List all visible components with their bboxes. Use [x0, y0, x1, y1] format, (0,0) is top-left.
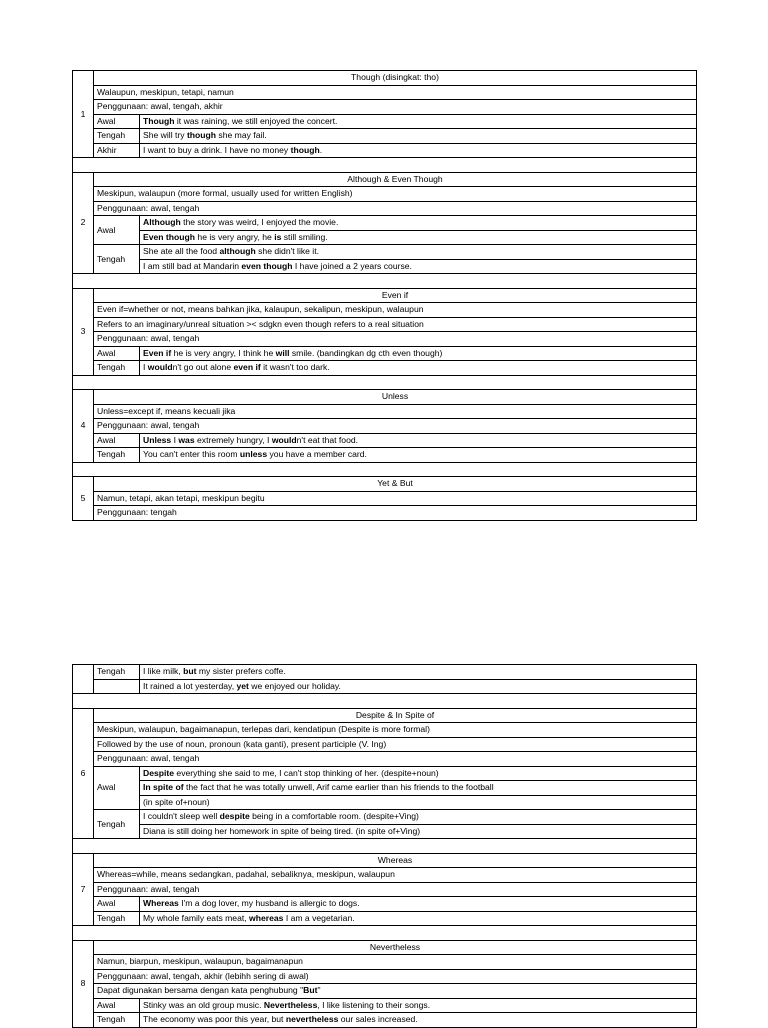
bold-keyword: But: [303, 985, 318, 996]
bold-keyword: would: [271, 434, 297, 445]
position-label: Akhir: [94, 143, 140, 158]
example-sentence: [140, 245, 697, 260]
example-sentence: [140, 766, 697, 781]
spacer-row: [73, 926, 697, 941]
spacer-row: [73, 462, 697, 477]
bold-keyword: is: [274, 231, 282, 242]
position-label-empty: [94, 679, 140, 694]
position-label: Tengah: [94, 129, 140, 144]
bold-keyword: Nevertheless: [263, 999, 318, 1010]
usage-row: Penggunaan: awal, tengah: [94, 332, 697, 347]
refers-row: Refers to an imaginary/unreal situation >< sdgkn even though refers to a real situation: [94, 317, 697, 332]
spacer-row: [73, 274, 697, 289]
meaning-row: Unless=except if, means kecuali jika: [94, 404, 697, 419]
spacer-row: [73, 375, 697, 390]
section-title: Nevertheless: [94, 940, 697, 955]
position-label: Awal: [94, 114, 140, 129]
section-number: 6: [73, 708, 94, 839]
position-label: Awal: [94, 346, 140, 361]
position-label: Tengah: [94, 665, 140, 680]
text-fragment: Dapat digunakan bersama dengan kata penghubung ": [97, 985, 304, 996]
position-label: Tengah: [94, 911, 140, 926]
example-sentence: [140, 781, 697, 796]
bold-keyword: Unless: [143, 434, 172, 445]
text-fragment: our sales increased.: [338, 1014, 418, 1025]
position-label: Tengah: [94, 448, 140, 463]
text-fragment: She will try: [143, 130, 187, 141]
text-fragment: She ate all the food: [143, 246, 220, 257]
section-title: Unless: [94, 390, 697, 405]
section-title: Although & Even Though: [94, 172, 697, 187]
section-number: 7: [73, 853, 94, 926]
meaning-row: Namun, tetapi, akan tetapi, meskipun begitu: [94, 491, 697, 506]
bold-keyword: but: [183, 666, 197, 677]
example-sentence: [140, 679, 697, 694]
text-fragment: she didn't like it.: [255, 246, 319, 257]
text-fragment: the story was weird, I enjoyed the movie.: [180, 217, 339, 228]
usage-row: Penggunaan: awal, tengah, akhir (lebihh sering di awal): [94, 969, 697, 984]
usage-row: Penggunaan: awal, tengah: [94, 882, 697, 897]
text-fragment: Diana is still doing her homework in spite of being tired. (in spite of+Ving): [143, 825, 421, 836]
bold-keyword: was: [178, 434, 195, 445]
text-fragment: n't go out alone: [172, 362, 234, 373]
bold-keyword: In spite of: [143, 782, 184, 793]
position-label: Tengah: [94, 810, 140, 839]
text-fragment: it was raining, we still enjoyed the concert.: [174, 115, 338, 126]
bold-keyword: Despite: [143, 767, 175, 778]
section-number: 5: [73, 477, 94, 521]
text-fragment: ": [317, 985, 321, 996]
text-fragment: the fact that he was totally unwell, Arif came earlier than his friends to the football: [183, 782, 494, 793]
example-sentence: [140, 810, 697, 825]
text-fragment: You can't enter this room: [143, 449, 240, 460]
example-sentence: [140, 998, 697, 1013]
usage-row: Penggunaan: awal, tengah: [94, 201, 697, 216]
meaning-row: Even if=whether or not, means bahkan jika, kalaupun, sekalipun, meskipun, walaupun: [94, 303, 697, 318]
bold-keyword: would: [147, 362, 173, 373]
section-title: Despite & In Spite of: [94, 708, 697, 723]
section-number: 1: [73, 71, 94, 158]
text-fragment: still smiling.: [281, 231, 328, 242]
meaning-row: Whereas=while, means sedangkan, padahal, sebaliknya, meskipun, walaupun: [94, 868, 697, 883]
conjunction-table-top: [72, 70, 697, 521]
bold-keyword: yet: [236, 680, 249, 691]
example-sentence: [140, 795, 697, 810]
example-sentence: [140, 1013, 697, 1028]
section-number-cont: [73, 665, 94, 694]
section-title: Yet & But: [94, 477, 697, 492]
example-sentence: [140, 824, 697, 839]
usage-row: Penggunaan: awal, tengah, akhir: [94, 100, 697, 115]
usage-row: Penggunaan: awal, tengah: [94, 419, 697, 434]
meaning-row: Walaupun, meskipun, tetapi, namun: [94, 85, 697, 100]
bold-keyword: although: [219, 246, 256, 257]
text-fragment: (in spite of+noun): [143, 796, 210, 807]
bold-keyword: Whereas: [143, 898, 179, 909]
spacer-row: [73, 839, 697, 854]
spacer-row: [73, 694, 697, 709]
meaning-row: Namun, biarpun, meskipun, walaupun, bagaimanapun: [94, 955, 697, 970]
meaning-row: Meskipun, walaupun, bagaimanapun, terlepas dari, kendatipun (Despite is more formal): [94, 723, 697, 738]
section-number: 3: [73, 288, 94, 375]
example-sentence: [140, 230, 697, 245]
position-label: Tengah: [94, 245, 140, 274]
text-fragment: my sister prefers coffe.: [196, 666, 286, 677]
position-label: Tengah: [94, 1013, 140, 1028]
example-sentence: [140, 259, 697, 274]
bold-keyword: though: [290, 144, 320, 155]
bold-keyword: whereas: [249, 912, 284, 923]
position-label: Awal: [94, 998, 140, 1013]
text-fragment: he is very angry, he: [195, 231, 275, 242]
text-fragment: I have joined a 2 years course.: [292, 260, 412, 271]
text-fragment: , I like listening to their songs.: [317, 999, 431, 1010]
spacer-row: [73, 158, 697, 173]
bold-keyword: Even if: [143, 347, 172, 358]
section-title: Though (disingkat: tho): [94, 71, 697, 86]
bold-keyword: Though: [143, 115, 175, 126]
example-sentence: [140, 346, 697, 361]
text-fragment: I want to buy a drink. I have no money: [143, 144, 291, 155]
text-fragment: .: [319, 144, 323, 155]
bold-keyword: Although: [143, 217, 181, 228]
section-number: 4: [73, 390, 94, 463]
bold-keyword: will: [275, 347, 290, 358]
bold-keyword: even if: [233, 362, 261, 373]
text-fragment: I'm a dog lover, my husband is allergic to dogs.: [178, 898, 360, 909]
position-label: Awal: [94, 766, 140, 810]
text-fragment: she may fail.: [216, 130, 267, 141]
text-fragment: The economy was poor this year, but: [143, 1014, 286, 1025]
example-sentence: [140, 911, 697, 926]
meaning-row: Meskipun, walaupun (more formal, usually used for written English): [94, 187, 697, 202]
usage-row: Penggunaan: awal, tengah: [94, 752, 697, 767]
position-label: Awal: [94, 897, 140, 912]
section-number: 2: [73, 172, 94, 274]
example-sentence: [140, 897, 697, 912]
text-fragment: he is very angry, I think he: [171, 347, 276, 358]
bold-keyword: even though: [241, 260, 293, 271]
section-title: Even if: [94, 288, 697, 303]
text-fragment: being in a comfortable room. (despite+Ving): [249, 811, 419, 822]
example-sentence: [140, 143, 697, 158]
example-sentence: [140, 448, 697, 463]
example-sentence: [140, 216, 697, 231]
bold-keyword: unless: [239, 449, 268, 460]
text-fragment: I am still bad at Mandarin: [143, 260, 242, 271]
text-fragment: n't eat that food.: [296, 434, 359, 445]
example-sentence: [140, 433, 697, 448]
conjunction-table-bottom: [72, 664, 697, 1028]
example-sentence: [140, 665, 697, 680]
bold-keyword: though: [186, 130, 217, 141]
example-sentence: [140, 129, 697, 144]
usage-row: Penggunaan: tengah: [94, 506, 697, 521]
bold-keyword: Even though: [143, 231, 196, 242]
followed-row: Followed by the use of noun, pronoun (kata ganti), present participle (V. Ing): [94, 737, 697, 752]
text-fragment: I: [143, 362, 148, 373]
used-with-row: [94, 984, 697, 999]
text-fragment: it wasn't too dark.: [260, 362, 330, 373]
text-fragment: Stinky was an old group music.: [143, 999, 264, 1010]
text-fragment: I am a vegetarian.: [283, 912, 355, 923]
section-number: 8: [73, 940, 94, 1027]
text-fragment: My whole family eats meat,: [143, 912, 250, 923]
bold-keyword: despite: [219, 811, 250, 822]
text-fragment: I like milk,: [143, 666, 184, 677]
position-label: Awal: [94, 216, 140, 245]
position-label: Awal: [94, 433, 140, 448]
text-fragment: everything she said to me, I can't stop thinking of her. (despite+noun): [174, 767, 439, 778]
text-fragment: extremely hungry, I: [194, 434, 272, 445]
text-fragment: we enjoyed our holiday.: [248, 680, 341, 691]
text-fragment: It rained a lot yesterday,: [143, 680, 237, 691]
position-label: Tengah: [94, 361, 140, 376]
section-title: Whereas: [94, 853, 697, 868]
text-fragment: I couldn't sleep well: [143, 811, 220, 822]
example-sentence: [140, 361, 697, 376]
text-fragment: smile. (bandingkan dg cth even though): [289, 347, 443, 358]
text-fragment: you have a member card.: [267, 449, 367, 460]
example-sentence: [140, 114, 697, 129]
text-fragment: I: [171, 434, 179, 445]
bold-keyword: nevertheless: [285, 1014, 339, 1025]
